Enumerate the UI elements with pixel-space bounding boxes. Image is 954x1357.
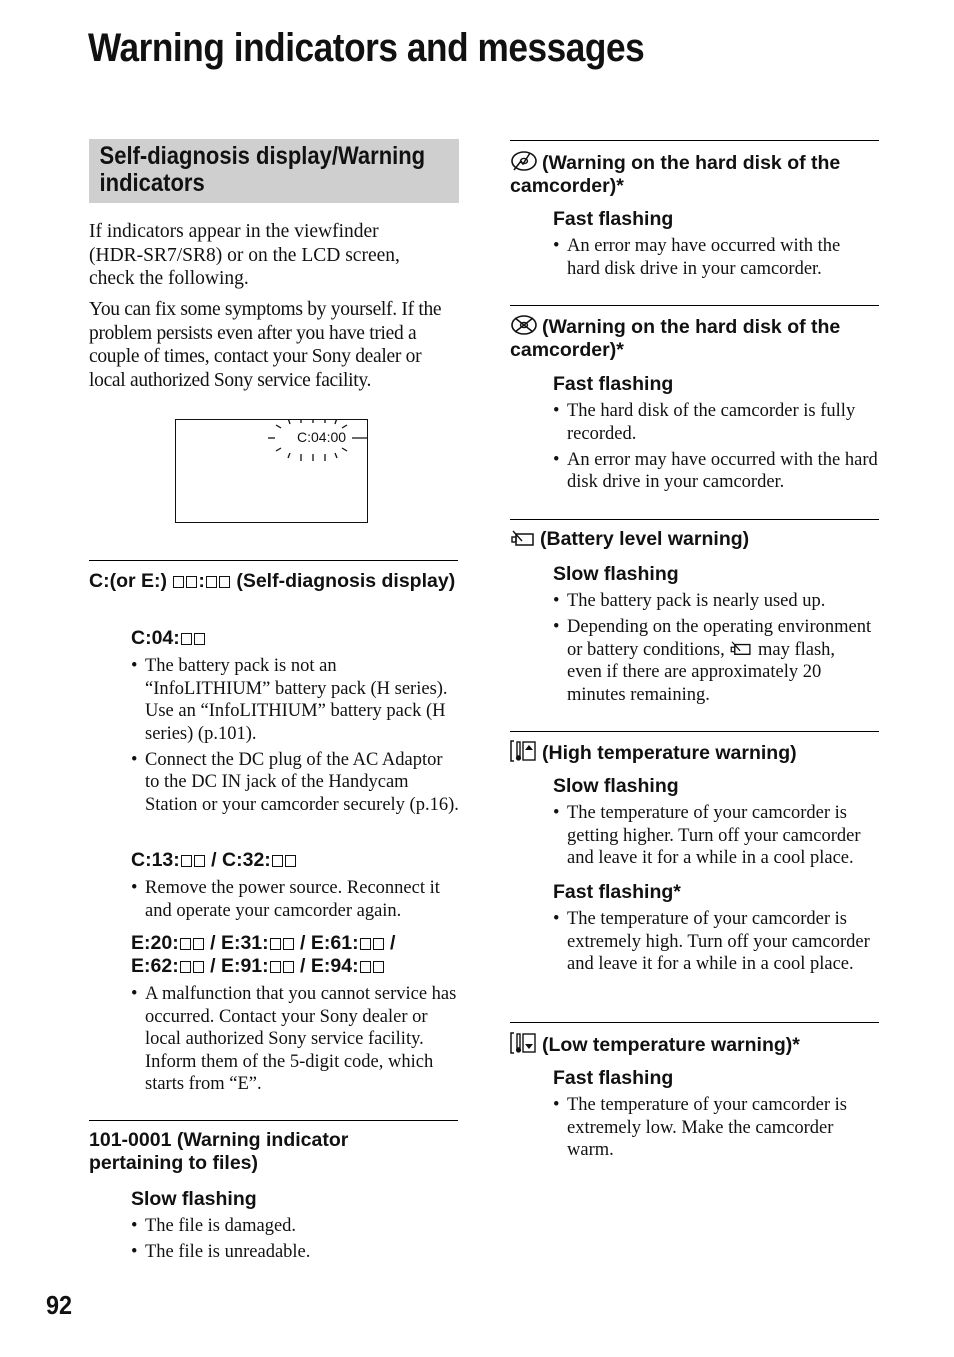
battery-empty-icon xyxy=(510,530,536,548)
list-item: • Remove the power source. Reconnect it and operate your camcorder again. xyxy=(131,877,461,922)
e-bullet-list xyxy=(131,983,461,1099)
high-temp-bullets-1 xyxy=(553,802,878,873)
file-warning-heading: 101-0001 (Warning indicator pertaining to files) xyxy=(89,1129,349,1174)
battery-bullets xyxy=(553,590,873,710)
high-temperature-icon xyxy=(510,740,538,762)
list-item: • Depending on the operating environment or battery conditions, may flash, even if there are approximately 20 minutes remaining. xyxy=(553,616,873,706)
list-item: • The temperature of your camcorder is getting higher. Turn off your camcorder and leave it for a while in a cool place. xyxy=(553,802,878,870)
c13-bullet-list xyxy=(131,877,461,926)
list-item: • Connect the DC plug of the AC Adaptor to the DC IN jack of the Handycam Station or your camcorder securely (p.16). xyxy=(131,749,461,817)
divider xyxy=(510,1022,879,1023)
divider xyxy=(89,1120,458,1121)
list-item: • The battery pack is nearly used up. xyxy=(553,590,873,613)
low-temperature-icon xyxy=(510,1032,538,1054)
c04-bullet-list xyxy=(131,655,461,820)
hdd1-bullets xyxy=(553,235,873,284)
high-temp-bullets-2 xyxy=(553,908,875,979)
list-item: • A malfunction that you cannot service has occurred. Contact your Sony dealer or local authorized Sony service facility. Inform them of the 5-digit code, which starts from “E”. xyxy=(131,983,461,1096)
divider xyxy=(510,519,879,520)
hdd1-sub: Fast flashing xyxy=(553,208,674,230)
divider xyxy=(89,560,458,561)
list-item: • The temperature of your camcorder is extremely high. Turn off your camcorder and leave it for a while in a cool place. xyxy=(553,908,875,976)
viewfinder-illustration xyxy=(175,419,368,523)
low-temp-heading: (Low temperature warning)* xyxy=(510,1032,880,1057)
list-item: • The file is damaged. xyxy=(131,1215,461,1238)
divider xyxy=(510,731,879,732)
list-item: • An error may have occurred with the hard disk drive in your camcorder. xyxy=(553,235,873,280)
hdd2-sub: Fast flashing xyxy=(553,373,674,395)
divider xyxy=(510,140,879,141)
intro-paragraph-2: You can fix some symptoms by yourself. If the problem persists even after you have tried a couple of times, contact your Sony dealer or local authorized Sony service facility. xyxy=(89,299,442,391)
list-item: • An error may have occurred with the hard disk drive in your camcorder. xyxy=(553,449,878,494)
list-item: • The file is unreadable. xyxy=(131,1241,461,1264)
battery-sub: Slow flashing xyxy=(553,563,679,585)
code-c13-label: C:13: / C:32: xyxy=(131,849,297,872)
low-temp-bullets xyxy=(553,1094,873,1165)
high-temp-heading: (High temperature warning) xyxy=(510,740,880,765)
code-c04-label: C:04: xyxy=(131,627,206,650)
battery-empty-icon xyxy=(729,641,753,657)
list-item: • The hard disk of the camcorder is fully recorded. xyxy=(553,400,878,445)
page-number: 92 xyxy=(46,1290,73,1320)
file-warning-sub: Slow flashing xyxy=(131,1188,257,1210)
hdd-warning-heading-2: (Warning on the hard disk of the camcorder)* xyxy=(510,316,841,361)
high-temp-sub-1: Slow flashing xyxy=(553,775,679,797)
code-e-label: E:20: / E:31: / E:61: / E:62: / E:91: / E:94: xyxy=(131,932,396,977)
section-heading: Self-diagnosis display/Warning indicators xyxy=(99,142,426,197)
list-item: • The battery pack is not an “InfoLITHIUM” battery pack (H series). Use an “InfoLITHIUM” battery pack (H series) (p.101). xyxy=(131,655,461,745)
self-diagnosis-heading: C:(or E:) : (Self-diagnosis display) xyxy=(89,570,456,592)
hdd2-bullets xyxy=(553,400,878,497)
section-heading-box xyxy=(89,139,459,203)
high-temp-sub-2: Fast flashing* xyxy=(553,881,681,903)
hard-disk-full-icon xyxy=(510,314,538,336)
hdd-warning-heading-1: (Warning on the hard disk of the camcorder)* xyxy=(510,152,841,197)
intro-paragraph-1: If indicators appear in the viewfinder (HDR-SR7/SR8) or on the LCD screen, check the following. xyxy=(89,221,400,289)
file-warning-bullets xyxy=(131,1215,461,1267)
battery-warning-heading: (Battery level warning) xyxy=(510,528,880,551)
hard-disk-warning-icon xyxy=(510,150,538,172)
low-temp-sub: Fast flashing xyxy=(553,1067,674,1089)
viewfinder-code: C:04:00 xyxy=(297,429,347,445)
list-item: • The temperature of your camcorder is extremely low. Make the camcorder warm. xyxy=(553,1094,873,1162)
page-title: Warning indicators and messages xyxy=(88,26,645,70)
divider xyxy=(510,305,879,306)
